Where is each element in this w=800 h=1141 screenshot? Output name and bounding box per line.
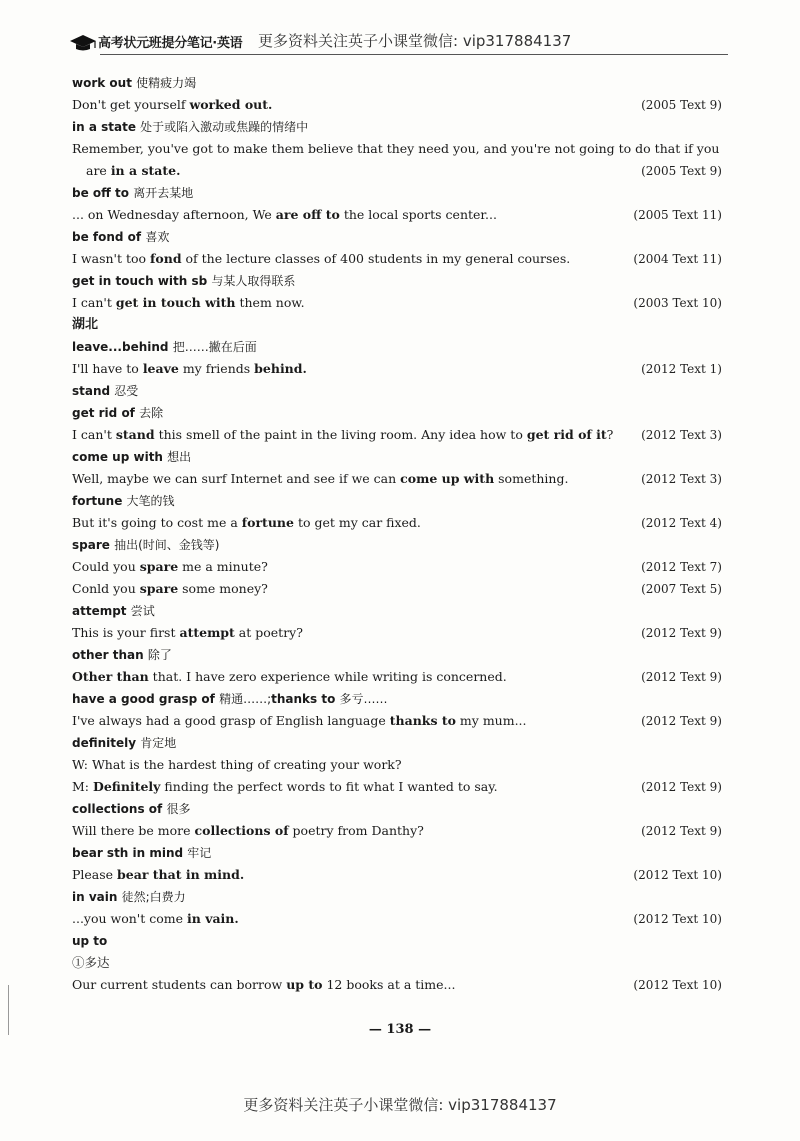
sentence-fragment: ... on Wednesday afternoon, We — [72, 207, 276, 222]
phrase-term: have a good grasp of — [72, 692, 215, 706]
highlighted-phrase: in vain. — [187, 911, 239, 926]
sentence-fragment: I wasn't too — [72, 251, 151, 266]
sentence-fragment: But it's going to cost me a — [72, 515, 242, 530]
sentence-fragment: M: — [72, 779, 93, 794]
phrase-meaning: 除了 — [147, 648, 172, 662]
sentence-text — [72, 911, 239, 926]
sentence-text — [72, 361, 307, 376]
phrase-heading — [72, 732, 722, 754]
source-citation: (2012 Text 1) — [641, 362, 722, 376]
example-sentence — [72, 292, 722, 314]
phrase-heading — [72, 72, 722, 94]
highlighted-phrase: up to — [286, 977, 323, 992]
sentence-fragment: Could you — [72, 559, 140, 574]
sentence-text — [72, 141, 719, 156]
phrase-meaning: 使精疲力竭 — [136, 76, 197, 90]
source-citation: (2005 Text 9) — [641, 98, 722, 112]
phrase-meaning: 与某人取得联系 — [211, 274, 296, 288]
phrase-heading — [72, 336, 722, 358]
phrase-term: stand — [72, 384, 111, 398]
source-citation: (2005 Text 11) — [633, 208, 722, 222]
sentence-fragment: ? — [606, 427, 614, 442]
example-sentence — [72, 952, 722, 974]
example-sentence — [72, 622, 722, 644]
highlighted-phrase: Other than — [72, 669, 149, 684]
phrase-heading — [72, 182, 722, 204]
sentence-text — [72, 427, 613, 442]
highlighted-phrase: spare — [139, 581, 179, 596]
example-sentence — [72, 864, 722, 886]
highlighted-phrase: stand — [115, 427, 155, 442]
phrase-meaning: 去除 — [139, 406, 164, 420]
phrase-heading — [72, 490, 722, 512]
source-citation: (2012 Text 9) — [641, 714, 722, 728]
sentence-fragment: ①多达 — [72, 955, 110, 970]
source-citation: (2012 Text 9) — [641, 824, 722, 838]
example-sentence — [72, 94, 722, 116]
example-sentence — [72, 556, 722, 578]
example-sentence — [72, 512, 722, 534]
sentence-fragment: to get my car fixed. — [293, 515, 421, 530]
sentence-text — [72, 251, 570, 266]
example-sentence — [72, 248, 722, 270]
sentence-fragment: the local sports center... — [339, 207, 497, 222]
highlighted-phrase: leave — [142, 361, 179, 376]
sentence-fragment: I can't — [72, 427, 116, 442]
highlighted-phrase: behind. — [254, 361, 307, 376]
sentence-fragment: I've always had a good grasp of English language — [72, 713, 390, 728]
sentence-fragment: are — [86, 163, 111, 178]
phrase-meaning: 离开去某地 — [133, 186, 194, 200]
phrase-term: thanks to — [271, 692, 336, 706]
sentence-fragment: Will there be more — [72, 823, 195, 838]
example-sentence — [72, 424, 722, 446]
sentence-fragment: this smell of the paint in the living room. Any idea how to — [154, 427, 527, 442]
sentence-text — [72, 559, 268, 574]
example-sentence — [72, 578, 722, 600]
footer-watermark: 更多资料关注英子小课堂微信: vip317884137 — [243, 1096, 557, 1114]
phrase-heading — [72, 226, 722, 248]
sentence-fragment: of the lecture classes of 400 students in my general courses. — [181, 251, 571, 266]
phrase-meaning: 很多 — [166, 802, 191, 816]
header-watermark: 更多资料关注英子小课堂微信: vip317884137 — [258, 32, 572, 50]
sentence-text — [72, 97, 272, 112]
highlighted-phrase: fortune — [241, 515, 294, 530]
phrase-meaning: 多亏…… — [339, 692, 388, 706]
example-sentence — [72, 138, 722, 160]
phrase-term: spare — [72, 538, 110, 552]
highlighted-phrase: are off to — [275, 207, 340, 222]
example-sentence — [72, 468, 722, 490]
margin-mark — [8, 985, 9, 1035]
sentence-fragment: me a minute? — [178, 559, 268, 574]
phrase-heading — [72, 270, 722, 292]
phrase-term: leave...behind — [72, 340, 169, 354]
sentence-fragment: I can't — [72, 295, 116, 310]
highlighted-phrase: fond — [150, 251, 182, 266]
sentence-fragment: Please — [72, 867, 118, 882]
sentence-text — [72, 581, 268, 596]
sentence-fragment: finding the perfect words to fit what I wanted to say. — [160, 779, 498, 794]
source-citation: (2012 Text 9) — [641, 780, 722, 794]
highlighted-phrase: worked out. — [189, 97, 273, 112]
example-sentence — [72, 160, 722, 182]
phrase-term: collections of — [72, 802, 163, 816]
phrase-meaning: 牢记 — [187, 846, 212, 860]
sentence-text — [86, 163, 180, 178]
phrase-term: attempt — [72, 604, 127, 618]
source-citation: (2012 Text 3) — [641, 428, 722, 442]
page-number: — 138 — — [368, 1022, 432, 1037]
highlighted-phrase: in a state. — [110, 163, 181, 178]
phrase-meaning: 大笔的钱 — [126, 494, 175, 508]
phrase-meaning: 处于或陷入激动或焦躁的情绪中 — [140, 120, 309, 134]
highlighted-phrase: bear that in mind. — [117, 867, 245, 882]
source-citation: (2007 Text 5) — [641, 582, 722, 596]
phrase-heading — [72, 446, 722, 468]
source-citation: (2012 Text 3) — [641, 472, 722, 486]
source-citation: (2012 Text 7) — [641, 560, 722, 574]
source-citation: (2012 Text 10) — [633, 912, 722, 926]
source-citation: (2012 Text 4) — [641, 516, 722, 530]
sentence-fragment: my friends — [178, 361, 255, 376]
sentence-fragment: them now. — [235, 295, 305, 310]
phrase-meaning: 抽出(时间、金钱等) — [114, 538, 220, 552]
sentence-fragment: Remember, you've got to make them believe that they need you, and you're not going to do that if you — [72, 141, 720, 156]
phrase-term: work out — [72, 76, 132, 90]
vocabulary-list — [72, 72, 722, 996]
phrase-meaning: 想出 — [167, 450, 192, 464]
sentence-fragment: poetry from Danthy? — [288, 823, 424, 838]
example-sentence — [72, 820, 722, 842]
phrase-term: in vain — [72, 890, 118, 904]
sentence-fragment: something. — [494, 471, 569, 486]
highlighted-phrase: collections of — [194, 823, 289, 838]
highlighted-phrase: come up with — [400, 471, 495, 486]
highlighted-phrase: get rid of it — [526, 427, 607, 442]
page-header — [68, 30, 728, 56]
source-citation: (2005 Text 9) — [641, 164, 722, 178]
phrase-meaning: 徒然;白费力 — [121, 890, 186, 904]
sentence-fragment: Well, maybe we can surf Internet and see if we can — [72, 471, 401, 486]
phrase-heading — [72, 798, 722, 820]
phrase-term: other than — [72, 648, 144, 662]
sentence-text — [72, 713, 527, 728]
source-citation: (2004 Text 11) — [633, 252, 722, 266]
highlighted-phrase: spare — [139, 559, 179, 574]
graduation-cap-icon — [68, 32, 98, 52]
example-sentence — [72, 710, 722, 732]
sentence-text — [72, 207, 497, 222]
phrase-term: bear sth in mind — [72, 846, 184, 860]
source-citation: (2012 Text 10) — [633, 868, 722, 882]
phrase-heading — [72, 402, 722, 424]
phrase-heading — [72, 600, 722, 622]
sentence-text — [72, 977, 455, 992]
phrase-term: be fond of — [72, 230, 142, 244]
sentence-fragment: some money? — [178, 581, 268, 596]
sentence-fragment: at poetry? — [234, 625, 303, 640]
example-sentence — [72, 666, 722, 688]
source-citation: (2012 Text 10) — [633, 978, 722, 992]
phrase-term: come up with — [72, 450, 163, 464]
phrase-term: fortune — [72, 494, 123, 508]
example-sentence — [72, 358, 722, 380]
phrase-term: in a state — [72, 120, 136, 134]
source-citation: (2003 Text 10) — [633, 296, 722, 310]
phrase-meaning: 肯定地 — [140, 736, 177, 750]
section-label: 湖北 — [72, 317, 99, 332]
sentence-text — [72, 867, 244, 882]
phrase-meaning: 尝试 — [130, 604, 155, 618]
phrase-term: up to — [72, 934, 108, 948]
sentence-text — [72, 669, 507, 684]
phrase-term: get in touch with sb — [72, 274, 208, 288]
highlighted-phrase: get in touch with — [115, 295, 236, 310]
phrase-term: be off to — [72, 186, 130, 200]
phrase-heading — [72, 116, 722, 138]
sentence-text — [72, 471, 568, 486]
sentence-fragment: ...you won't come — [72, 911, 187, 926]
phrase-heading — [72, 842, 722, 864]
phrase-term: get rid of — [72, 406, 135, 420]
sentence-fragment: Our current students can borrow — [72, 977, 287, 992]
sentence-text — [72, 779, 498, 794]
example-sentence — [72, 754, 722, 776]
sentence-fragment: my mum... — [455, 713, 527, 728]
phrase-meaning: 把……撇在后面 — [172, 340, 257, 354]
phrase-heading — [72, 688, 722, 710]
phrase-term: definitely — [72, 736, 137, 750]
sentence-fragment: W: What is the hardest thing of creating your work? — [72, 757, 402, 772]
sentence-text — [72, 625, 303, 640]
phrase-heading — [72, 930, 722, 952]
sentence-text — [72, 823, 424, 838]
sentence-text — [72, 955, 110, 970]
source-citation: (2012 Text 9) — [641, 626, 722, 640]
phrase-meaning: 精通……; — [219, 692, 272, 706]
header-rule — [100, 54, 728, 55]
source-citation: (2012 Text 9) — [641, 670, 722, 684]
phrase-meaning: 忍受 — [114, 384, 139, 398]
sentence-fragment: Don't get yourself — [72, 97, 190, 112]
example-sentence — [72, 974, 722, 996]
phrase-heading — [72, 886, 722, 908]
phrase-heading — [72, 380, 722, 402]
phrase-heading — [72, 534, 722, 556]
phrase-heading — [72, 644, 722, 666]
highlighted-phrase: Definitely — [92, 779, 161, 794]
example-sentence — [72, 204, 722, 226]
highlighted-phrase: attempt — [179, 625, 235, 640]
sentence-fragment: This is your first — [72, 625, 180, 640]
sentence-fragment: 12 books at a time... — [322, 977, 456, 992]
sentence-text — [72, 757, 402, 772]
book-title: 高考状元班提分笔记·英语 — [98, 36, 243, 51]
sentence-fragment: that. I have zero experience while writing is concerned. — [148, 669, 507, 684]
sentence-text — [72, 295, 305, 310]
example-sentence — [72, 776, 722, 798]
sentence-fragment: I'll have to — [72, 361, 143, 376]
sentence-text — [72, 515, 421, 530]
example-sentence — [72, 908, 722, 930]
sentence-fragment: Conld you — [72, 581, 140, 596]
phrase-meaning: 喜欢 — [145, 230, 170, 244]
highlighted-phrase: thanks to — [389, 713, 456, 728]
